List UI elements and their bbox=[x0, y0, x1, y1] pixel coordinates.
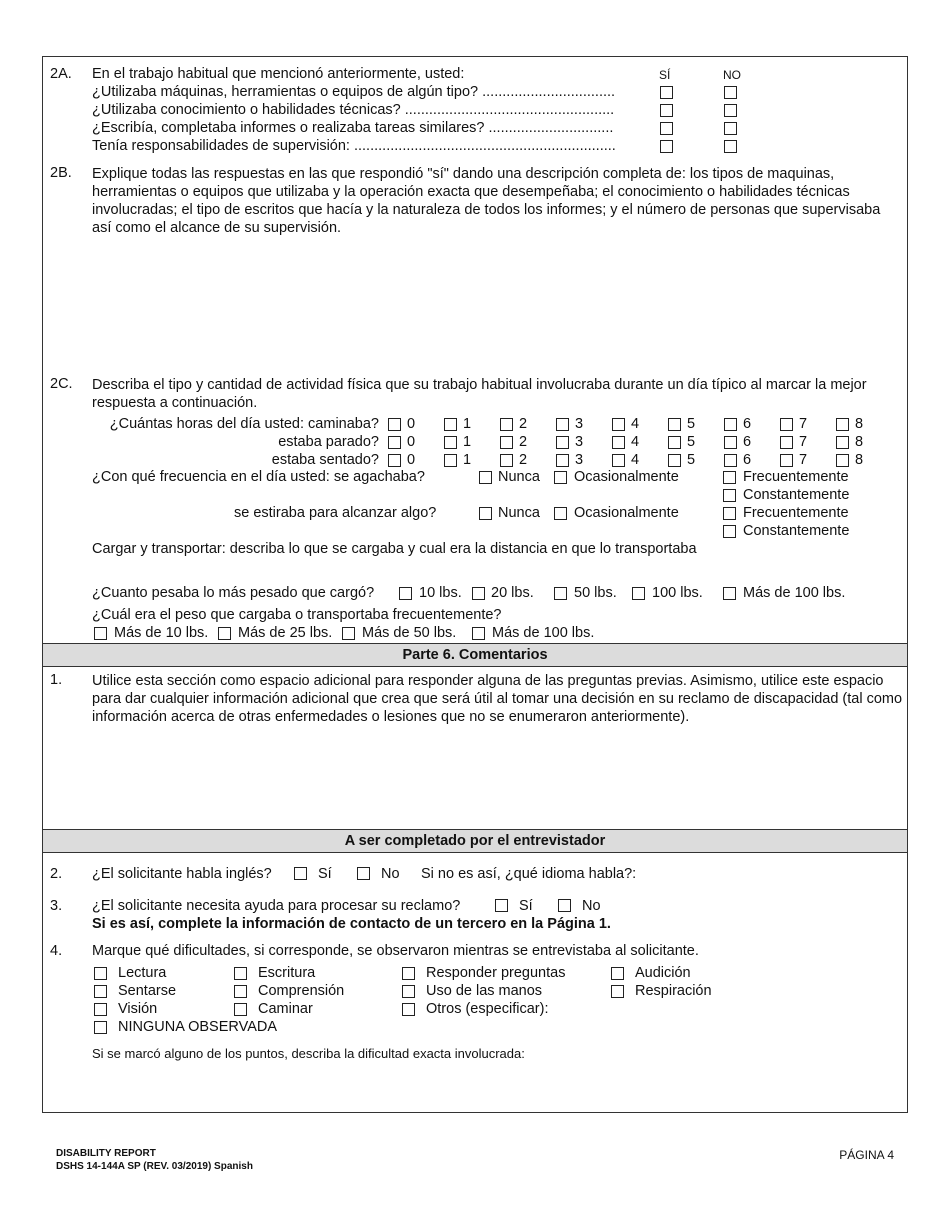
reach-constantly-checkbox[interactable] bbox=[723, 525, 736, 538]
q2a-technical-yes-checkbox[interactable] bbox=[660, 104, 673, 117]
hours-stand-checkbox[interactable] bbox=[500, 436, 513, 449]
hours-sit-checkbox[interactable] bbox=[556, 454, 569, 467]
heaviest-label: ¿Cuanto pesaba lo más pesado que cargó? bbox=[92, 585, 375, 601]
hours-option-label: 7 bbox=[799, 416, 808, 432]
english-yes-checkbox[interactable] bbox=[294, 867, 307, 880]
frequent-50-checkbox[interactable] bbox=[342, 627, 355, 640]
difficulty-checkbox[interactable] bbox=[611, 985, 624, 998]
hours-option-label: 0 bbox=[407, 452, 416, 468]
help-instruction: Si es así, complete la información de contacto de un tercero en la Página 1. bbox=[92, 916, 611, 932]
hours-walk-checkbox[interactable] bbox=[444, 418, 457, 431]
q2a-yes-header: SÍ bbox=[659, 68, 671, 82]
heaviest-over100-checkbox[interactable] bbox=[723, 587, 736, 600]
carry-answer-area[interactable] bbox=[92, 560, 900, 582]
difficulty-checkbox[interactable] bbox=[402, 967, 415, 980]
hours-option-label: 1 bbox=[463, 452, 472, 468]
difficulty-label: Audición bbox=[635, 965, 691, 981]
hours-walk-checkbox[interactable] bbox=[724, 418, 737, 431]
hours-sit-checkbox[interactable] bbox=[836, 454, 849, 467]
hours-stand-checkbox[interactable] bbox=[388, 436, 401, 449]
language-question: Si no es así, ¿qué idioma habla?: bbox=[421, 866, 637, 882]
q2a-no-header: NO bbox=[723, 68, 741, 82]
hours-option-label: 4 bbox=[631, 434, 640, 450]
frequent-label: ¿Cuál era el peso que cargaba o transportaba frecuentemente? bbox=[92, 607, 502, 623]
hours-option-label: 2 bbox=[519, 452, 528, 468]
part6-q1-text: Utilice esta sección como espacio adicional para responder alguna de las preguntas previas. Asimismo, utilice este espacio para dar cualquier información adicional que crea que será útil al tomar una decisión en su reclamo de discapacidad (tal como información acerca de otras enfermedades o lesiones que no se enumeraron anteriormente). bbox=[92, 673, 903, 725]
q2a-item-supervision: Tenía responsabilidades de supervisión: ................................................................. bbox=[92, 138, 616, 154]
hours-sit-checkbox[interactable] bbox=[444, 454, 457, 467]
english-yes-label: Sí bbox=[318, 866, 332, 882]
interviewer-q2-number: 2. bbox=[50, 866, 63, 882]
difficulty-checkbox[interactable] bbox=[402, 1003, 415, 1016]
hours-stand-checkbox[interactable] bbox=[836, 436, 849, 449]
reach-never-checkbox[interactable] bbox=[479, 507, 492, 520]
reach-never-label: Nunca bbox=[498, 505, 540, 521]
difficulty-checkbox[interactable] bbox=[234, 1003, 247, 1016]
hours-option-label: 4 bbox=[631, 452, 640, 468]
q2a-number: 2A. bbox=[50, 66, 72, 82]
q2c-number: 2C. bbox=[50, 376, 73, 392]
hours-stand-checkbox[interactable] bbox=[612, 436, 625, 449]
frequent-10-label: Más de 10 lbs. bbox=[114, 625, 209, 641]
hours-option-label: 7 bbox=[799, 434, 808, 450]
hours-option-label: 2 bbox=[519, 416, 528, 432]
part6-q1-number: 1. bbox=[50, 672, 63, 688]
difficulty-checkbox[interactable] bbox=[94, 1021, 107, 1034]
q2a-machines-no-checkbox[interactable] bbox=[724, 86, 737, 99]
hours-stand-checkbox[interactable] bbox=[780, 436, 793, 449]
q2c-text: Describa el tipo y cantidad de actividad física que su trabajo habitual involucraba durante un día típico al marcar la mejor respuesta a continuación. bbox=[92, 377, 867, 411]
heaviest-20-label: 20 lbs. bbox=[491, 585, 534, 601]
interviewer-q4-number: 4. bbox=[50, 943, 63, 959]
stoop-constantly-checkbox[interactable] bbox=[723, 489, 736, 502]
hours-option-label: 0 bbox=[407, 434, 416, 450]
difficulty-label: Uso de las manos bbox=[426, 983, 543, 999]
hours-sit-checkbox[interactable] bbox=[612, 454, 625, 467]
hours-option-label: 7 bbox=[799, 452, 808, 468]
help-yes-label: Sí bbox=[519, 898, 533, 914]
difficulty-checkbox[interactable] bbox=[402, 985, 415, 998]
hours-stand-checkbox[interactable] bbox=[556, 436, 569, 449]
q2a-writing-yes-checkbox[interactable] bbox=[660, 122, 673, 135]
heaviest-10-label: 10 lbs. bbox=[419, 585, 462, 601]
hours-option-label: 8 bbox=[855, 416, 864, 432]
stoop-never-label: Nunca bbox=[498, 469, 540, 485]
difficulty-checkbox[interactable] bbox=[94, 985, 107, 998]
english-no-label: No bbox=[381, 866, 400, 882]
frequent-100-checkbox[interactable] bbox=[472, 627, 485, 640]
reach-frequently-checkbox[interactable] bbox=[723, 507, 736, 520]
footer-form-id: DSHS 14-144A SP (REV. 03/2019) Spanish bbox=[56, 1161, 253, 1172]
stoop-never-checkbox[interactable] bbox=[479, 471, 492, 484]
frequent-25-label: Más de 25 lbs. bbox=[238, 625, 333, 641]
hours-option-label: 4 bbox=[631, 416, 640, 432]
english-no-checkbox[interactable] bbox=[357, 867, 370, 880]
difficulty-label: Respiración bbox=[635, 983, 712, 999]
hours-walk-checkbox[interactable] bbox=[780, 418, 793, 431]
q2a-machines-yes-checkbox[interactable] bbox=[660, 86, 673, 99]
q2a-item-machines: ¿Utilizaba máquinas, herramientas o equipos de algún tipo? ................................. bbox=[92, 84, 616, 100]
hours-option-label: 6 bbox=[743, 416, 752, 432]
reach-constantly-label: Constantemente bbox=[743, 523, 850, 539]
hours-walk-checkbox[interactable] bbox=[500, 418, 513, 431]
comments-answer-area[interactable] bbox=[92, 730, 900, 825]
heaviest-10-checkbox[interactable] bbox=[399, 587, 412, 600]
heaviest-50-label: 50 lbs. bbox=[574, 585, 617, 601]
hours-option-label: 5 bbox=[687, 416, 696, 432]
difficulty-label: NINGUNA OBSERVADA bbox=[118, 1019, 278, 1035]
hours-option-label: 3 bbox=[575, 452, 584, 468]
reach-frequently-label: Frecuentemente bbox=[743, 505, 849, 521]
hours-stand-checkbox[interactable] bbox=[444, 436, 457, 449]
difficulty-checkbox[interactable] bbox=[94, 1003, 107, 1016]
heaviest-20-checkbox[interactable] bbox=[472, 587, 485, 600]
heaviest-100-label: 100 lbs. bbox=[652, 585, 703, 601]
hours-option-label: 6 bbox=[743, 452, 752, 468]
hours-walk-checkbox[interactable] bbox=[388, 418, 401, 431]
english-question: ¿El solicitante habla inglés? bbox=[92, 866, 272, 882]
hours-sit-checkbox[interactable] bbox=[668, 454, 681, 467]
reach-occasionally-label: Ocasionalmente bbox=[574, 505, 679, 521]
q2a-supervision-yes-checkbox[interactable] bbox=[660, 140, 673, 153]
help-no-label: No bbox=[582, 898, 601, 914]
hours-option-label: 3 bbox=[575, 416, 584, 432]
frequent-100-label: Más de 100 lbs. bbox=[492, 625, 595, 641]
difficulties-question: Marque qué dificultades, si corresponde, se observaron mientras se entrevistaba al solicitante. bbox=[92, 943, 699, 959]
freq-label-reach: se estiraba para alcanzar algo? bbox=[234, 505, 437, 521]
hours-option-label: 5 bbox=[687, 452, 696, 468]
difficulty-label: Comprensión bbox=[258, 983, 345, 999]
interviewer-q3-number: 3. bbox=[50, 898, 63, 914]
frequent-10-checkbox[interactable] bbox=[94, 627, 107, 640]
stoop-frequently-label: Frecuentemente bbox=[743, 469, 849, 485]
hours-label-walk: ¿Cuántas horas del día usted: caminaba? bbox=[109, 416, 379, 432]
frequent-25-checkbox[interactable] bbox=[218, 627, 231, 640]
heaviest-100-checkbox[interactable] bbox=[632, 587, 645, 600]
hours-walk-checkbox[interactable] bbox=[836, 418, 849, 431]
carry-text: Cargar y transportar: describa lo que se cargaba y cual era la distancia en que lo transportaba bbox=[92, 541, 697, 557]
help-no-checkbox[interactable] bbox=[558, 899, 571, 912]
hours-label-sit: estaba sentado? bbox=[271, 452, 379, 468]
describe-difficulty-area[interactable] bbox=[92, 1066, 900, 1106]
hours-option-label: 3 bbox=[575, 434, 584, 450]
reach-occasionally-checkbox[interactable] bbox=[554, 507, 567, 520]
hours-option-label: 8 bbox=[855, 434, 864, 450]
hours-sit-checkbox[interactable] bbox=[388, 454, 401, 467]
stoop-occasionally-checkbox[interactable] bbox=[554, 471, 567, 484]
difficulty-label: Caminar bbox=[258, 1001, 313, 1017]
help-yes-checkbox[interactable] bbox=[495, 899, 508, 912]
q2a-intro: En el trabajo habitual que mencionó anteriormente, usted: bbox=[92, 66, 465, 82]
hours-walk-checkbox[interactable] bbox=[668, 418, 681, 431]
difficulty-label: Responder preguntas bbox=[426, 965, 566, 981]
difficulty-checkbox[interactable] bbox=[611, 967, 624, 980]
describe-difficulty-text: Si se marcó alguno de los puntos, describa la dificultad exacta involucrada: bbox=[92, 1046, 525, 1061]
hours-option-label: 6 bbox=[743, 434, 752, 450]
heaviest-over100-label: Más de 100 lbs. bbox=[743, 585, 846, 601]
hours-sit-checkbox[interactable] bbox=[724, 454, 737, 467]
hours-option-label: 1 bbox=[463, 416, 472, 432]
hours-option-label: 8 bbox=[855, 452, 864, 468]
hours-walk-checkbox[interactable] bbox=[556, 418, 569, 431]
hours-stand-checkbox[interactable] bbox=[668, 436, 681, 449]
hours-walk-checkbox[interactable] bbox=[612, 418, 625, 431]
q2a-technical-no-checkbox[interactable] bbox=[724, 104, 737, 117]
hours-option-label: 0 bbox=[407, 416, 416, 432]
help-question: ¿El solicitante necesita ayuda para procesar su reclamo? bbox=[92, 898, 461, 914]
footer-page-number: PÁGINA 4 bbox=[839, 1148, 894, 1162]
stoop-constantly-label: Constantemente bbox=[743, 487, 850, 503]
freq-label-stoop: ¿Con qué frecuencia en el día usted: se agachaba? bbox=[92, 469, 425, 485]
q2a-supervision-no-checkbox[interactable] bbox=[724, 140, 737, 153]
difficulty-label: Escritura bbox=[258, 965, 316, 981]
q2b-answer-area[interactable] bbox=[92, 240, 900, 370]
difficulty-label: Otros (especificar): bbox=[426, 1001, 549, 1017]
difficulty-checkbox[interactable] bbox=[234, 985, 247, 998]
difficulty-label: Sentarse bbox=[118, 983, 177, 999]
interviewer-header: A ser completado por el entrevistador bbox=[43, 829, 907, 853]
hours-option-label: 1 bbox=[463, 434, 472, 450]
hours-label-stand: estaba parado? bbox=[278, 434, 379, 450]
hours-sit-checkbox[interactable] bbox=[500, 454, 513, 467]
difficulty-checkbox[interactable] bbox=[94, 967, 107, 980]
difficulty-label: Visión bbox=[118, 1001, 158, 1017]
stoop-occasionally-label: Ocasionalmente bbox=[574, 469, 679, 485]
frequent-50-label: Más de 50 lbs. bbox=[362, 625, 457, 641]
difficulty-checkbox[interactable] bbox=[234, 967, 247, 980]
q2a-writing-no-checkbox[interactable] bbox=[724, 122, 737, 135]
q2b-text: Explique todas las respuestas en las que respondió "sí" dando una descripción completa de: los tipos de maquinas, herramientas o equipos que utilizaba y la operación exacta que desempeñaba; el conocimiento o habilidades técnicas involucradas; el tipo de escritos que hacía y la naturaleza de todos los informes; y el número de personas que supervisaba así como el alcance de su supervisión. bbox=[92, 166, 881, 236]
hours-sit-checkbox[interactable] bbox=[780, 454, 793, 467]
hours-option-label: 5 bbox=[687, 434, 696, 450]
part6-header: Parte 6. Comentarios bbox=[43, 643, 907, 667]
difficulty-label: Lectura bbox=[118, 965, 167, 981]
footer-title: DISABILITY REPORT bbox=[56, 1148, 156, 1159]
hours-option-label: 2 bbox=[519, 434, 528, 450]
heaviest-50-checkbox[interactable] bbox=[554, 587, 567, 600]
q2a-item-writing: ¿Escribía, completaba informes o realizaba tareas similares? ............................... bbox=[92, 120, 614, 136]
q2b-number: 2B. bbox=[50, 165, 72, 181]
stoop-frequently-checkbox[interactable] bbox=[723, 471, 736, 484]
hours-stand-checkbox[interactable] bbox=[724, 436, 737, 449]
q2a-item-technical: ¿Utilizaba conocimiento o habilidades técnicas? .................................................... bbox=[92, 102, 615, 118]
